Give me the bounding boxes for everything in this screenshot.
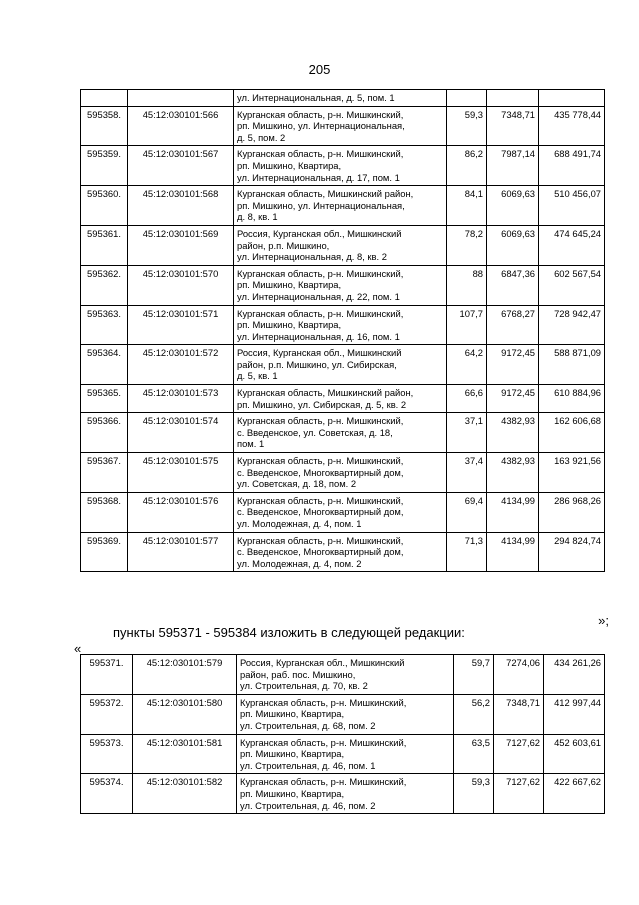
address-line: Россия, Курганская обл., Мишкинский: [240, 657, 405, 668]
cadastral-number-cell: 45:12:030101:566: [128, 106, 234, 146]
total-value-cell: 412 997,44: [544, 694, 605, 734]
table-row: [81, 265, 605, 305]
area-cell: 59,3: [447, 106, 487, 146]
address-line: Курганская область, р-н. Мишкинский,: [237, 494, 404, 506]
address-line: район, р.п. Мишкино, ул. Сибирская,: [237, 358, 397, 370]
area-cell: 88: [447, 265, 487, 305]
registry-table-bottom: [80, 654, 605, 814]
table-row: [81, 225, 605, 265]
unit-price-cell: 7274,06: [494, 655, 544, 695]
unit-price-cell: 7127,62: [494, 734, 544, 774]
total-value-cell: 435 778,44: [539, 106, 605, 146]
area-cell: 37,4: [447, 453, 487, 493]
area-cell: 78,2: [447, 225, 487, 265]
unit-price-cell: 4382,93: [487, 453, 539, 493]
area-cell: [447, 90, 487, 107]
address-cell: [234, 146, 447, 186]
total-value-cell: 602 567,54: [539, 265, 605, 305]
unit-price-cell: 4134,99: [487, 492, 539, 532]
address-line: ул. Молодежная, д. 4, пом. 2: [237, 557, 362, 569]
address-line: рп. Мишкино, Квартира,: [240, 708, 345, 720]
address-line: Курганская область, р-н. Мишкинский,: [240, 696, 407, 708]
address-cell: [234, 453, 447, 493]
address-line: с. Введенское, Многоквартирный дом,: [237, 466, 404, 478]
address-line: Курганская область, Мишкинский район,: [237, 188, 414, 200]
address-cell: [234, 225, 447, 265]
address-line: Курганская область, р-н. Мишкинский,: [240, 776, 407, 788]
area-cell: 37,1: [447, 413, 487, 453]
instruction-text: пункты 595371 - 595384 изложить в следующей редакции:: [113, 625, 465, 640]
opening-quote: «: [74, 641, 82, 656]
table-row: [81, 186, 605, 226]
cadastral-number-cell: 45:12:030101:575: [128, 453, 234, 493]
total-value-cell: [539, 90, 605, 107]
cadastral-number-cell: 45:12:030101:574: [128, 413, 234, 453]
table-row: [81, 90, 605, 107]
address-cell: [234, 106, 447, 146]
unit-price-cell: 4134,99: [487, 532, 539, 572]
page-number: 205: [308, 62, 331, 77]
area-cell: 59,7: [454, 655, 494, 695]
item-number-cell: 595359.: [81, 146, 128, 186]
address-line: с. Введенское, Многоквартирный дом,: [237, 546, 404, 558]
address-line: рп. Мишкино, ул. Сибирская, д. 5, кв. 2: [237, 398, 407, 410]
closing-quote: »;: [598, 613, 609, 628]
total-value-cell: 162 606,68: [539, 413, 605, 453]
total-value-cell: 422 667,62: [544, 774, 605, 814]
address-line: Курганская область, р-н. Мишкинский,: [237, 534, 404, 546]
address-cell: [237, 655, 454, 695]
address-cell: [234, 345, 447, 385]
total-value-cell: 510 456,07: [539, 186, 605, 226]
item-number-cell: 595374.: [81, 774, 133, 814]
total-value-cell: 588 871,09: [539, 345, 605, 385]
cadastral-number-cell: 45:12:030101:567: [128, 146, 234, 186]
item-number-cell: 595363.: [81, 305, 128, 345]
address-line: ул. Советская, д. 18, пом. 2: [237, 478, 357, 490]
area-cell: 66,6: [447, 385, 487, 413]
cadastral-number-cell: 45:12:030101:582: [133, 774, 237, 814]
cadastral-number-cell: 45:12:030101:580: [133, 694, 237, 734]
cadastral-number-cell: 45:12:030101:581: [133, 734, 237, 774]
total-value-cell: 286 968,26: [539, 492, 605, 532]
total-value-cell: 610 884,96: [539, 385, 605, 413]
unit-price-cell: 6069,63: [487, 225, 539, 265]
address-line: район, р.п. Мишкино,: [237, 239, 330, 251]
address-cell: [234, 385, 447, 413]
item-number-cell: [81, 90, 128, 107]
address-cell: [234, 413, 447, 453]
address-line: ул. Строительная, д. 68, пом. 2: [240, 719, 376, 731]
item-number-cell: 595360.: [81, 186, 128, 226]
address-line: Курганская область, Мишкинский район,: [237, 387, 414, 399]
table-row: [81, 734, 605, 774]
cadastral-number-cell: 45:12:030101:573: [128, 385, 234, 413]
total-value-cell: 688 491,74: [539, 146, 605, 186]
address-line: пом. 1: [237, 438, 265, 450]
unit-price-cell: [487, 90, 539, 107]
table-row: [81, 774, 605, 814]
cadastral-number-cell: 45:12:030101:577: [128, 532, 234, 572]
area-cell: 59,3: [454, 774, 494, 814]
item-number-cell: 595358.: [81, 106, 128, 146]
table-row: [81, 413, 605, 453]
table-row: [81, 385, 605, 413]
table-row: [81, 305, 605, 345]
item-number-cell: 595362.: [81, 265, 128, 305]
address-line: ул. Строительная, д. 46, пом. 2: [240, 799, 376, 811]
table-row: [81, 492, 605, 532]
unit-price-cell: 7127,62: [494, 774, 544, 814]
address-line: д. 5, пом. 2: [237, 131, 286, 143]
unit-price-cell: 9172,45: [487, 385, 539, 413]
address-cell: [234, 492, 447, 532]
total-value-cell: 452 603,61: [544, 734, 605, 774]
area-cell: 64,2: [447, 345, 487, 385]
address-line: д. 8, кв. 1: [237, 211, 278, 223]
item-number-cell: 595371.: [81, 655, 133, 695]
cadastral-number-cell: 45:12:030101:576: [128, 492, 234, 532]
cadastral-number-cell: 45:12:030101:569: [128, 225, 234, 265]
item-number-cell: 595365.: [81, 385, 128, 413]
area-cell: 63,5: [454, 734, 494, 774]
unit-price-cell: 7987,14: [487, 146, 539, 186]
item-number-cell: 595372.: [81, 694, 133, 734]
address-cell: [237, 734, 454, 774]
address-line: Курганская область, р-н. Мишкинский,: [240, 736, 407, 748]
address-line: Курганская область, р-н. Мишкинский,: [237, 148, 404, 160]
unit-price-cell: 6847,36: [487, 265, 539, 305]
table-row: [81, 345, 605, 385]
address-line: Россия, Курганская обл., Мишкинский: [237, 347, 402, 359]
item-number-cell: 595364.: [81, 345, 128, 385]
address-cell: [237, 694, 454, 734]
unit-price-cell: 7348,71: [487, 106, 539, 146]
address-line: рп. Мишкино, Квартира,: [237, 159, 342, 171]
address-line: Курганская область, р-н. Мишкинский,: [237, 307, 404, 319]
total-value-cell: 294 824,74: [539, 532, 605, 572]
area-cell: 107,7: [447, 305, 487, 345]
address-line: рп. Мишкино, Квартира,: [240, 748, 345, 760]
total-value-cell: 163 921,56: [539, 453, 605, 493]
cadastral-number-cell: 45:12:030101:570: [128, 265, 234, 305]
unit-price-cell: 7348,71: [494, 694, 544, 734]
address-line: ул. Молодежная, д. 4, пом. 1: [237, 518, 362, 529]
address-line: с. Введенское, ул. Советская, д. 18,: [237, 426, 393, 438]
total-value-cell: 474 645,24: [539, 225, 605, 265]
table-row: [81, 694, 605, 734]
address-line: ул. Интернациональная, д. 22, пом. 1: [237, 290, 400, 302]
table-row: [81, 106, 605, 146]
address-line: ул. Интернациональная, д. 8, кв. 2: [237, 251, 387, 263]
address-line: рп. Мишкино, Квартира,: [237, 319, 342, 331]
address-cell: [234, 186, 447, 226]
area-cell: 69,4: [447, 492, 487, 532]
area-cell: 86,2: [447, 146, 487, 186]
cadastral-number-cell: 45:12:030101:568: [128, 186, 234, 226]
unit-price-cell: 4382,93: [487, 413, 539, 453]
address-line: Курганская область, р-н. Мишкинский,: [237, 267, 404, 279]
address-cell: [234, 305, 447, 345]
table-row: [81, 532, 605, 572]
address-line: рп. Мишкино, Квартира,: [240, 787, 345, 799]
address-cell: [234, 265, 447, 305]
address-line: ул. Строительная, д. 46, пом. 1: [240, 759, 376, 771]
cadastral-number-cell: 45:12:030101:572: [128, 345, 234, 385]
address-line: Курганская область, р-н. Мишкинский,: [237, 455, 404, 467]
address-line: Курганская область, р-н. Мишкинский,: [237, 415, 404, 427]
address-line: рп. Мишкино, ул. Интернациональная,: [237, 120, 405, 132]
item-number-cell: 595367.: [81, 453, 128, 493]
unit-price-cell: 6069,63: [487, 186, 539, 226]
total-value-cell: 728 942,47: [539, 305, 605, 345]
address-line: ул. Интернациональная, д. 16, пом. 1: [237, 330, 400, 342]
cadastral-number-cell: 45:12:030101:579: [133, 655, 237, 695]
item-number-cell: 595369.: [81, 532, 128, 572]
item-number-cell: 595361.: [81, 225, 128, 265]
address-cell: [237, 774, 454, 814]
address-line: ул. Строительная, д. 70, кв. 2: [240, 680, 368, 692]
address-cell: [234, 90, 447, 107]
address-line: Россия, Курганская обл., Мишкинский: [237, 227, 402, 239]
address-line: ул. Интернациональная, д. 17, пом. 1: [237, 171, 400, 183]
table-row: [81, 146, 605, 186]
address-line: рп. Мишкино, ул. Интернациональная,: [237, 199, 405, 211]
area-cell: 71,3: [447, 532, 487, 572]
area-cell: 84,1: [447, 186, 487, 226]
address-line: Курганская область, р-н. Мишкинский,: [237, 108, 404, 120]
item-number-cell: 595373.: [81, 734, 133, 774]
unit-price-cell: 6768,27: [487, 305, 539, 345]
address-line: ул. Интернациональная, д. 5, пом. 1: [237, 92, 395, 103]
address-line: район, раб. пос. Мишкино,: [240, 668, 356, 680]
table-row: [81, 453, 605, 493]
registry-table-top: [80, 89, 605, 572]
cadastral-number-cell: [128, 90, 234, 107]
address-cell: [234, 532, 447, 572]
unit-price-cell: 9172,45: [487, 345, 539, 385]
cadastral-number-cell: 45:12:030101:571: [128, 305, 234, 345]
total-value-cell: 434 261,26: [544, 655, 605, 695]
item-number-cell: 595368.: [81, 492, 128, 532]
address-line: д. 5, кв. 1: [237, 370, 278, 382]
address-line: рп. Мишкино, Квартира,: [237, 279, 342, 291]
area-cell: 56,2: [454, 694, 494, 734]
table-row: [81, 655, 605, 695]
item-number-cell: 595366.: [81, 413, 128, 453]
address-line: с. Введенское, Многоквартирный дом,: [237, 506, 404, 518]
